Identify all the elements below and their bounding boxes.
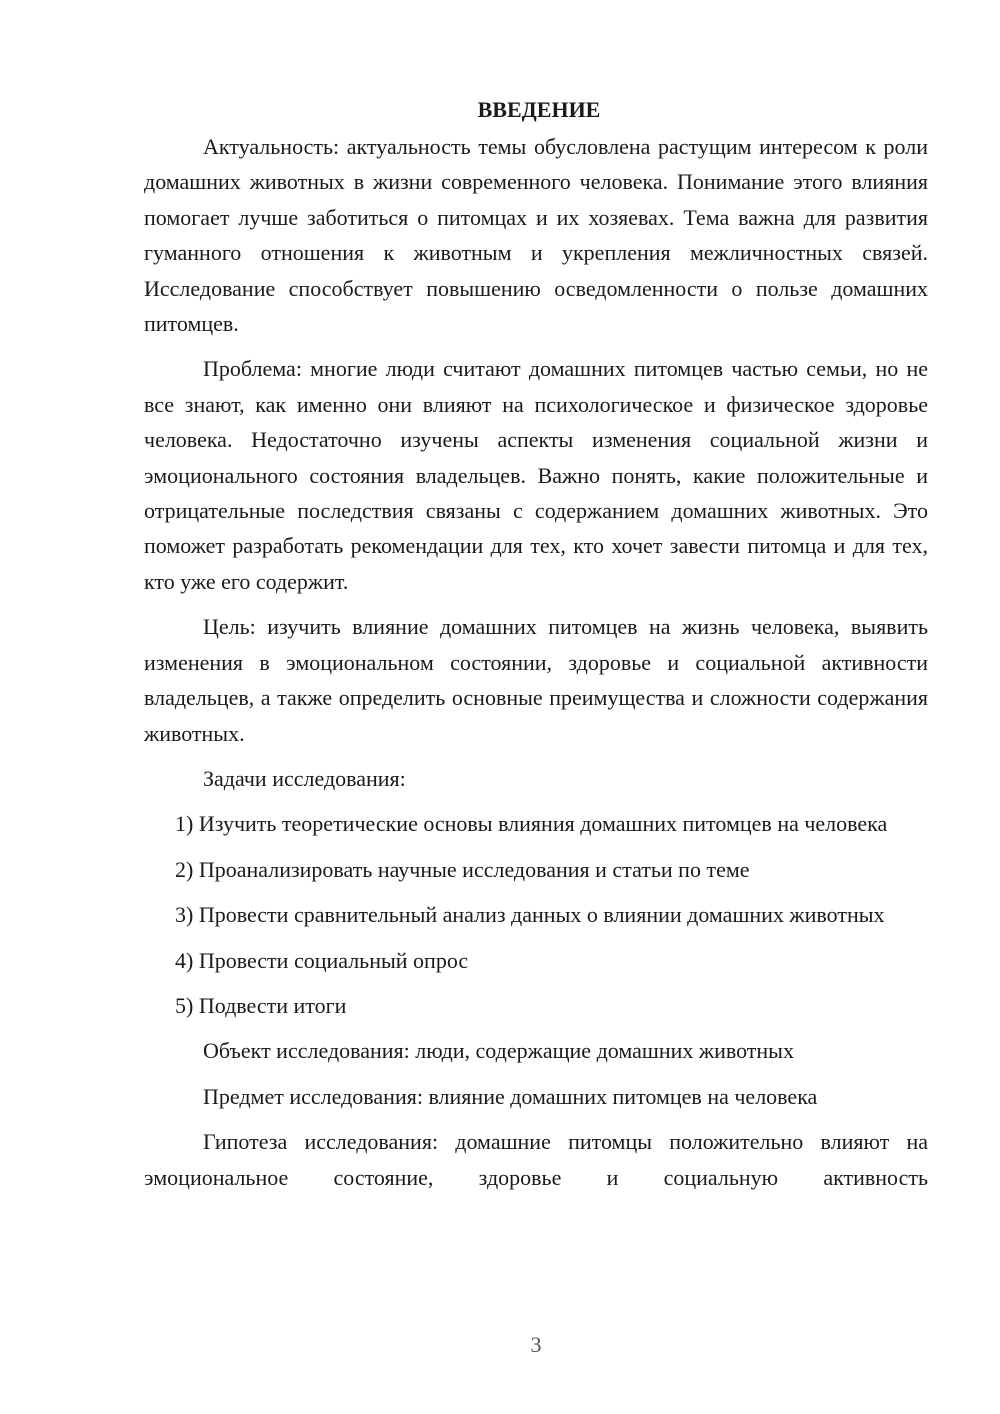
- paragraph-goal: Цель: изучить влияние домашних питомцев на жизнь человека, выявить изменения в эмоциональном состоянии, здоровье и социальной активности владельцев, а также определить основные преимущества и сложности содержания животных.: [144, 614, 928, 746]
- document-page: [144, 92, 928, 1195]
- task-item-3: 3) Провести сравнительный анализ данных о влиянии домашних животных: [175, 902, 885, 928]
- tasks-heading: Задачи исследования:: [203, 765, 406, 791]
- section-title: ВВЕДЕНИЕ: [477, 97, 601, 122]
- paragraph-hypothesis: Гипотеза исследования: домашние питомцы положительно влияют на эмоциональное состояние, здоровье и социальную активность: [144, 1129, 928, 1190]
- page-number: 3: [530, 1332, 542, 1357]
- paragraph-object: Объект исследования: люди, содержащие домашних животных: [203, 1038, 794, 1064]
- task-item-2: 2) Проанализировать научные исследования и статьи по теме: [175, 856, 750, 882]
- paragraph-subject: Предмет исследования: влияние домашних питомцев на человека: [203, 1083, 818, 1109]
- task-item-5: 5) Подвести итоги: [175, 992, 347, 1018]
- task-item-4: 4) Провести социальный опрос: [175, 947, 469, 973]
- task-item-1: 1) Изучить теоретические основы влияния домашних питомцев на человека: [175, 811, 888, 837]
- paragraph-problem: Проблема: многие люди считают домашних питомцев частью семьи, но не все знают, как именно они влияют на психологическое и физическое здоровье человека. Недостаточно изучены аспекты изменения социальной жизни и эмоционального состояния владельцев. Важно понять, какие положительные и отрицательные последствия связаны с содержанием домашних животных. Это поможет разработать рекомендации для тех, кто хочет завести питомца и для тех, кто уже его содержит.: [144, 356, 928, 594]
- paragraph-relevance: Актуальность: актуальность темы обусловлена растущим интересом к роли домашних животных в жизни современного человека. Понимание этого влияния помогает лучше заботиться о питомцах и их хозяевах. Тема важна для развития гуманного отношения к животным и укрепления межличностных связей. Исследование способствует повышению осведомленности о пользе домашних питомцев.: [144, 134, 928, 337]
